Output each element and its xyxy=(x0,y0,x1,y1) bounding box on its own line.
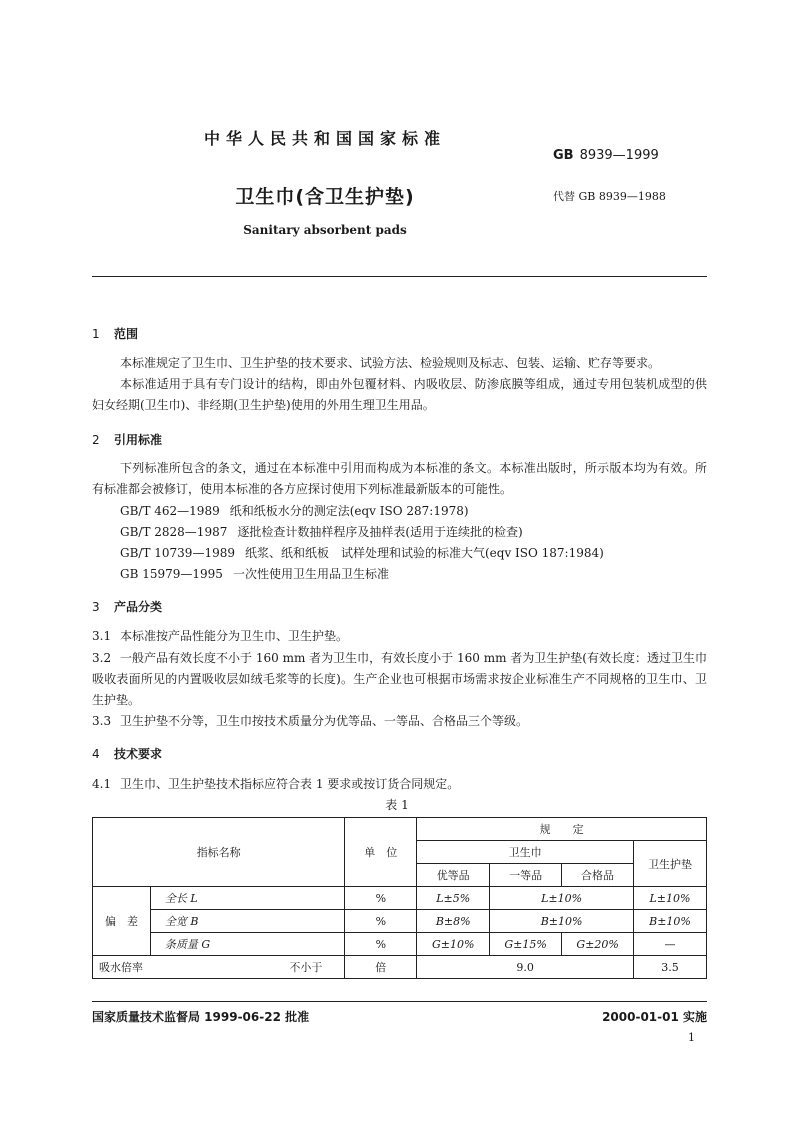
section-3-heading xyxy=(92,598,162,615)
row-name: 全宽 B xyxy=(150,910,344,933)
reference-item xyxy=(120,502,469,519)
standard-number xyxy=(553,148,659,163)
specification-table xyxy=(92,817,707,979)
clause-3-1 xyxy=(92,626,707,647)
clause-text: 本标准按产品性能分为卫生巾、卫生护垫。 xyxy=(120,629,349,643)
national-standard-heading: 中华人民共和国国家标准 xyxy=(203,129,446,148)
approval-line: 国家质量技术监督局 1999-06-22 批准 xyxy=(92,1010,310,1024)
absorbency-qualifier: 不小于 xyxy=(289,961,323,974)
clause-3-3 xyxy=(92,711,707,732)
clause-text: 卫生护垫不分等，卫生巾按技术质量分为优等品、一等品、合格品三个等级。 xyxy=(120,714,529,728)
header-panty-liner: 卫生护垫 xyxy=(634,841,707,887)
table-row xyxy=(93,910,707,933)
reference-code: GB/T 462—1989 xyxy=(120,504,220,518)
page-number: 1 xyxy=(688,1031,695,1044)
grade-superior-value: L±5% xyxy=(417,887,490,910)
absorbency-unit: 倍 xyxy=(345,956,417,979)
header-unit: 单 位 xyxy=(345,818,417,887)
section-1-paragraph-2: 本标准适用于具有专门设计的结构，即由外包覆材料、内吸收层、防渗底膜等组成，通过专用包装机成型的供妇女经期(卫生巾)、非经期(卫生护垫)使用的外用生理卫生用品。 xyxy=(92,377,707,412)
grade-superior-value: B±8% xyxy=(417,910,490,933)
table-row xyxy=(93,933,707,956)
reference-item xyxy=(120,523,523,540)
reference-code: GB/T 10739—1989 xyxy=(120,546,235,560)
gb-prefix: GB xyxy=(553,148,574,163)
header-grade-first: 一等品 xyxy=(490,864,562,887)
absorbency-liner-value: 3.5 xyxy=(634,956,707,979)
footer-divider xyxy=(92,1001,707,1002)
reference-item xyxy=(120,544,604,561)
section-number: 4 xyxy=(92,747,100,761)
clause-text: 卫生巾、卫生护垫技术指标应符合表 1 要求或按订货合同规定。 xyxy=(120,777,460,791)
clause-number: 3.2 xyxy=(92,651,112,665)
liner-value: B±10% xyxy=(634,910,707,933)
clause-number: 4.1 xyxy=(92,777,112,791)
clause-4-1 xyxy=(92,774,707,795)
section-number: 1 xyxy=(92,327,100,341)
grade-qualified-value: G±20% xyxy=(562,933,634,956)
liner-value: — xyxy=(634,933,707,956)
deviation-label: 偏 差 xyxy=(93,887,151,956)
reference-item xyxy=(120,565,389,582)
replaces-standard: 代替 GB 8939—1988 xyxy=(553,190,666,203)
implementation-date: 2000-01-01 实施 xyxy=(602,1010,707,1024)
table-caption: 表 1 xyxy=(385,798,409,812)
section-2-paragraph-1: 下列标准所包含的条文，通过在本标准中引用而构成为本标准的条文。本标准出版时，所示版本均为有效。所有标准都会被修订，使用本标准的各方应探讨使用下列标准最新版本的可能性。 xyxy=(92,461,707,496)
row-unit: % xyxy=(345,910,417,933)
section-1-paragraph-1: 本标准规定了卫生巾、卫生护垫的技术要求、试验方法、检验规则及标志、包装、运输、贮存等要求。 xyxy=(120,356,661,370)
header-indicator-name: 指标名称 xyxy=(93,818,345,887)
section-title: 技术要求 xyxy=(114,747,163,761)
english-title: Sanitary absorbent pads xyxy=(243,223,407,237)
header-grade-superior: 优等品 xyxy=(417,864,490,887)
liner-value: L±10% xyxy=(634,887,707,910)
reference-title: 一次性使用卫生用品卫生标准 xyxy=(232,567,389,581)
section-2-heading xyxy=(92,431,162,448)
absorbency-pad-value: 9.0 xyxy=(417,956,634,979)
section-title: 范围 xyxy=(114,327,139,341)
header-sanitary-pad: 卫生巾 xyxy=(417,841,634,864)
reference-code: GB/T 2828—1987 xyxy=(120,525,228,539)
grade-first-value: G±15% xyxy=(490,933,562,956)
section-number: 2 xyxy=(92,433,100,447)
table-row xyxy=(93,956,707,979)
clause-number: 3.1 xyxy=(92,629,112,643)
gb-number: 8939—1999 xyxy=(579,148,659,163)
clause-number: 3.3 xyxy=(92,714,112,728)
table-row xyxy=(93,887,707,910)
section-4-heading xyxy=(92,745,162,762)
row-name: 全长 L xyxy=(150,887,344,910)
document-title: 卫生巾(含卫生护垫) xyxy=(235,186,415,208)
row-unit: % xyxy=(345,933,417,956)
section-1-heading xyxy=(92,325,138,342)
absorbency-name: 吸水倍率 xyxy=(99,961,143,974)
clause-3-2 xyxy=(92,648,707,711)
section-title: 引用标准 xyxy=(114,433,163,447)
row-unit: % xyxy=(345,887,417,910)
reference-title: 纸浆、纸和纸板 试样处理和试验的标准大气(eqv ISO 187:1984) xyxy=(244,546,604,560)
header-grade-qualified: 合格品 xyxy=(562,864,634,887)
grade-superior-value: G±10% xyxy=(417,933,490,956)
section-title: 产品分类 xyxy=(114,600,163,614)
reference-title: 纸和纸板水分的测定法(eqv ISO 287:1978) xyxy=(229,504,469,518)
header-divider xyxy=(92,276,707,277)
grade-first-qualified-value: B±10% xyxy=(490,910,634,933)
header-specification: 规 定 xyxy=(417,818,707,841)
reference-code: GB 15979—1995 xyxy=(120,567,223,581)
reference-title: 逐批检查计数抽样程序及抽样表(适用于连续批的检查) xyxy=(237,525,523,539)
grade-first-qualified-value: L±10% xyxy=(490,887,634,910)
clause-text: 一般产品有效长度不小于 160 mm 者为卫生巾，有效长度小于 160 mm 者为卫生护垫(有效长度：透过卫生巾吸收表面所见的内置吸收层如绒毛浆等的长度)。生产企业也可根据市场需求按企业标准生产不同规格的卫生巾、卫生护垫。 xyxy=(92,651,707,707)
absorbency-row-label xyxy=(93,956,345,979)
section-number: 3 xyxy=(92,600,100,614)
row-name: 条质量 G xyxy=(150,933,344,956)
